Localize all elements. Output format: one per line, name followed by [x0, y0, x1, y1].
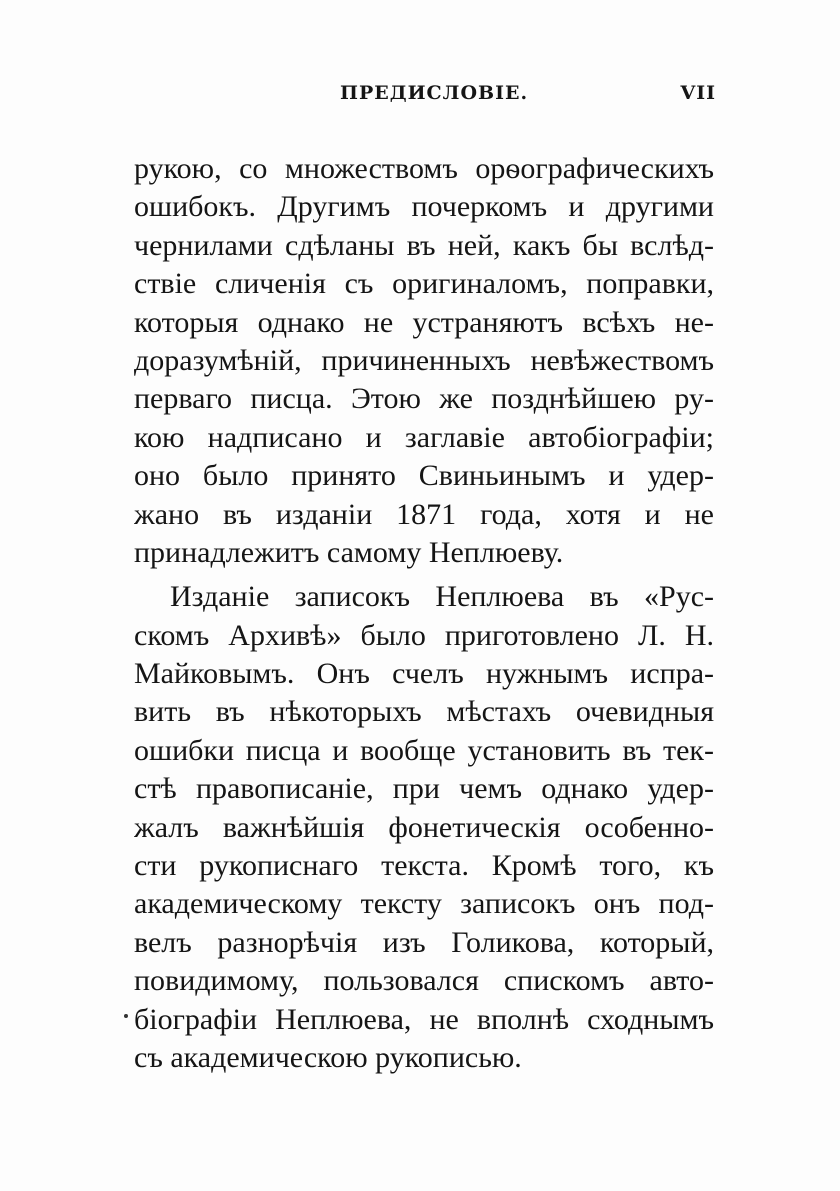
text-line: которыя однако не устраняютъ всѣхъ не-: [134, 305, 714, 339]
text-line: Изданіе записокъ Неплюева въ «Рус-: [170, 580, 714, 614]
text-line: академическому тексту записокъ онъ под-: [134, 887, 714, 921]
margin-dot: [124, 1014, 128, 1018]
body-text: [134, 150, 714, 1077]
text-line: скомъ Архивѣ» было приготовлено Л. Н.: [134, 618, 714, 652]
text-line: стѣ правописаніе, при чемъ однако удер-: [134, 772, 714, 806]
text-line: кою надписано и заглавіе автобіографіи;: [134, 420, 714, 454]
chapter-title: ПРЕДИСЛОВІЕ.: [340, 82, 529, 104]
text-line: ствіе сличенія съ оригиналомъ, поправки,: [134, 267, 714, 301]
text-line: вить въ нѣкоторыхъ мѣстахъ очевидныя: [134, 695, 714, 729]
text-line: оно было принято Свиньинымъ и удер-: [134, 459, 714, 493]
text-line: рукою, со множествомъ орѳографическихъ: [134, 152, 714, 185]
text-line: повидимому, пользовался спискомъ авто-: [134, 964, 714, 998]
text-line: Майковымъ. Онъ счелъ нужнымъ испра-: [134, 657, 714, 691]
text-line: жалъ важнѣйшія фонетическія особенно-: [134, 810, 714, 844]
text-line: ошибокъ. Другимъ почеркомъ и другими: [134, 190, 714, 224]
text-line: біографіи Неплюева, не вполнѣ сходнымъ: [134, 1002, 714, 1036]
text-line: съ академическою рукописью.: [134, 1040, 522, 1074]
text-line: велъ разнорѣчія изъ Голикова, который,: [134, 925, 714, 959]
text-line: перваго писца. Этою же позднѣйшею ру-: [134, 382, 714, 416]
text-line: чернилами сдѣланы въ ней, какъ бы вслѣд-: [134, 228, 714, 262]
running-head: [120, 82, 720, 112]
page-number: VII: [680, 82, 716, 104]
text-line: жано въ изданіи 1871 года, хотя и не: [134, 497, 714, 531]
text-line: ошибки писца и вообще установить въ тек-: [134, 733, 714, 767]
text-line: доразумѣній, причиненныхъ невѣжествомъ: [134, 343, 714, 377]
text-line: сти рукописнаго текста. Кромѣ того, къ: [134, 849, 714, 883]
text-line: принадлежитъ самому Неплюеву.: [134, 535, 564, 569]
